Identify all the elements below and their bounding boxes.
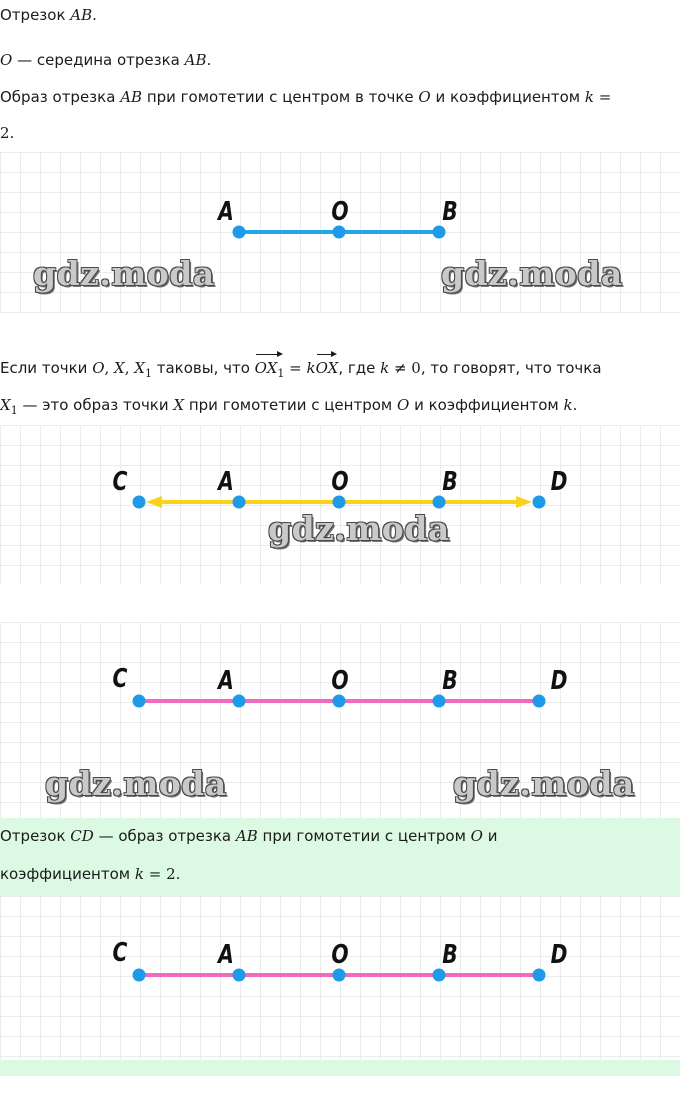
text: — середина отрезка [12,51,185,69]
label-d: D [550,666,568,696]
text: — это образ точки [17,396,174,414]
point-b [433,226,446,239]
note-line1 [0,827,498,845]
text: , [104,359,115,377]
math-ab: AB [235,827,258,845]
arrow-left [146,496,162,508]
math-k: k [584,88,594,106]
point-a [233,496,246,509]
text: и [482,827,498,845]
watermark: gdz.moda [268,509,450,548]
vector-ox1 [255,359,285,380]
math-cd: CD [70,827,94,845]
math-x1: X [134,359,145,377]
subscript: 1 [277,367,285,380]
paragraph-image-of-segment-line2: 2. [0,124,15,142]
text: Если точки [0,359,93,377]
math-k: k [380,359,390,377]
point-a [233,226,246,239]
text: Отрезок [0,6,71,24]
math-ox: OX [315,359,339,377]
subscript: 1 [10,404,18,417]
text: — образ отрезка [93,827,236,845]
math-k: k [306,359,316,377]
math-x: X [173,396,185,414]
label-a: A [218,940,234,970]
text: . [206,51,212,69]
diagram-segment-cd [0,622,680,818]
text: таковы, что [151,359,255,377]
label-d: D [550,467,568,497]
math-k: k [563,396,573,414]
math-x: X [114,359,125,377]
watermark: gdz.moda [33,254,215,293]
label-c: C [112,467,128,497]
text: = 2 [143,865,176,883]
paragraph-segment-ab [0,6,97,24]
point-d [533,695,546,708]
paragraph-midpoint [0,51,211,69]
diagram-segment-ab [0,152,680,314]
text: и коэффициентом [430,88,585,106]
math-o: O [397,396,410,414]
text: при гомотетии с центром [184,396,397,414]
label-c: C [112,664,128,694]
text: , [124,359,135,377]
label-b: B [442,197,458,227]
label-o: O [331,666,349,696]
text: , где [338,359,381,377]
text: Отрезок [0,827,71,845]
math-ox: OX [254,359,278,377]
math-k: k [134,865,144,883]
point-c [133,969,146,982]
note-box-bottom [0,1060,680,1076]
point-b [433,496,446,509]
text: = [593,88,612,106]
point-o [333,226,346,239]
point-o [333,969,346,982]
diagram-segment-cd-final [0,896,680,1060]
text: . [175,865,181,883]
text: и коэффициентом [409,396,564,414]
point-a [233,969,246,982]
paragraph-image-of-segment [0,88,611,106]
label-c: C [112,938,128,968]
text: при гомотетии с центром [257,827,471,845]
text: при гомотетии с центром в точке [142,88,419,106]
text: . [572,396,578,414]
label-b: B [442,467,458,497]
point-c [133,695,146,708]
label-a: A [218,467,234,497]
point-o [333,695,346,708]
subscript: 1 [144,367,152,380]
point-o [333,496,346,509]
label-b: B [442,940,458,970]
point-b [433,969,446,982]
label-o: O [331,467,349,497]
math-ab: AB [120,88,143,106]
label-a: A [218,197,234,227]
text: коэффициентом [0,865,135,883]
paragraph-definition-line2 [0,396,577,417]
math-o: O [470,827,483,845]
label-a: A [218,666,234,696]
text: Образ отрезка [0,88,121,106]
label-o: O [331,940,349,970]
label-b: B [442,666,458,696]
math-o: O [92,359,105,377]
text: = [284,359,307,377]
label-o: O [331,197,349,227]
text: ≠ 0 [389,359,421,377]
watermark: gdz.moda [453,764,635,803]
math-x1: X [0,396,11,414]
point-a [233,695,246,708]
math-ab: AB [70,6,93,24]
note-line2 [0,865,180,883]
text: . [92,6,97,24]
point-d [533,969,546,982]
point-c [133,496,146,509]
point-d [533,496,546,509]
watermark: gdz.moda [441,254,623,293]
point-b [433,695,446,708]
diagram-vectors [0,425,680,585]
arrow-right [516,496,532,508]
math-ab: AB [184,51,207,69]
math-o: O [418,88,431,106]
math-o: O [0,51,13,69]
label-d: D [550,940,568,970]
text: , то говорят, что точка [420,359,602,377]
paragraph-definition [0,359,602,380]
vector-ox [316,359,339,377]
watermark: gdz.moda [45,764,227,803]
